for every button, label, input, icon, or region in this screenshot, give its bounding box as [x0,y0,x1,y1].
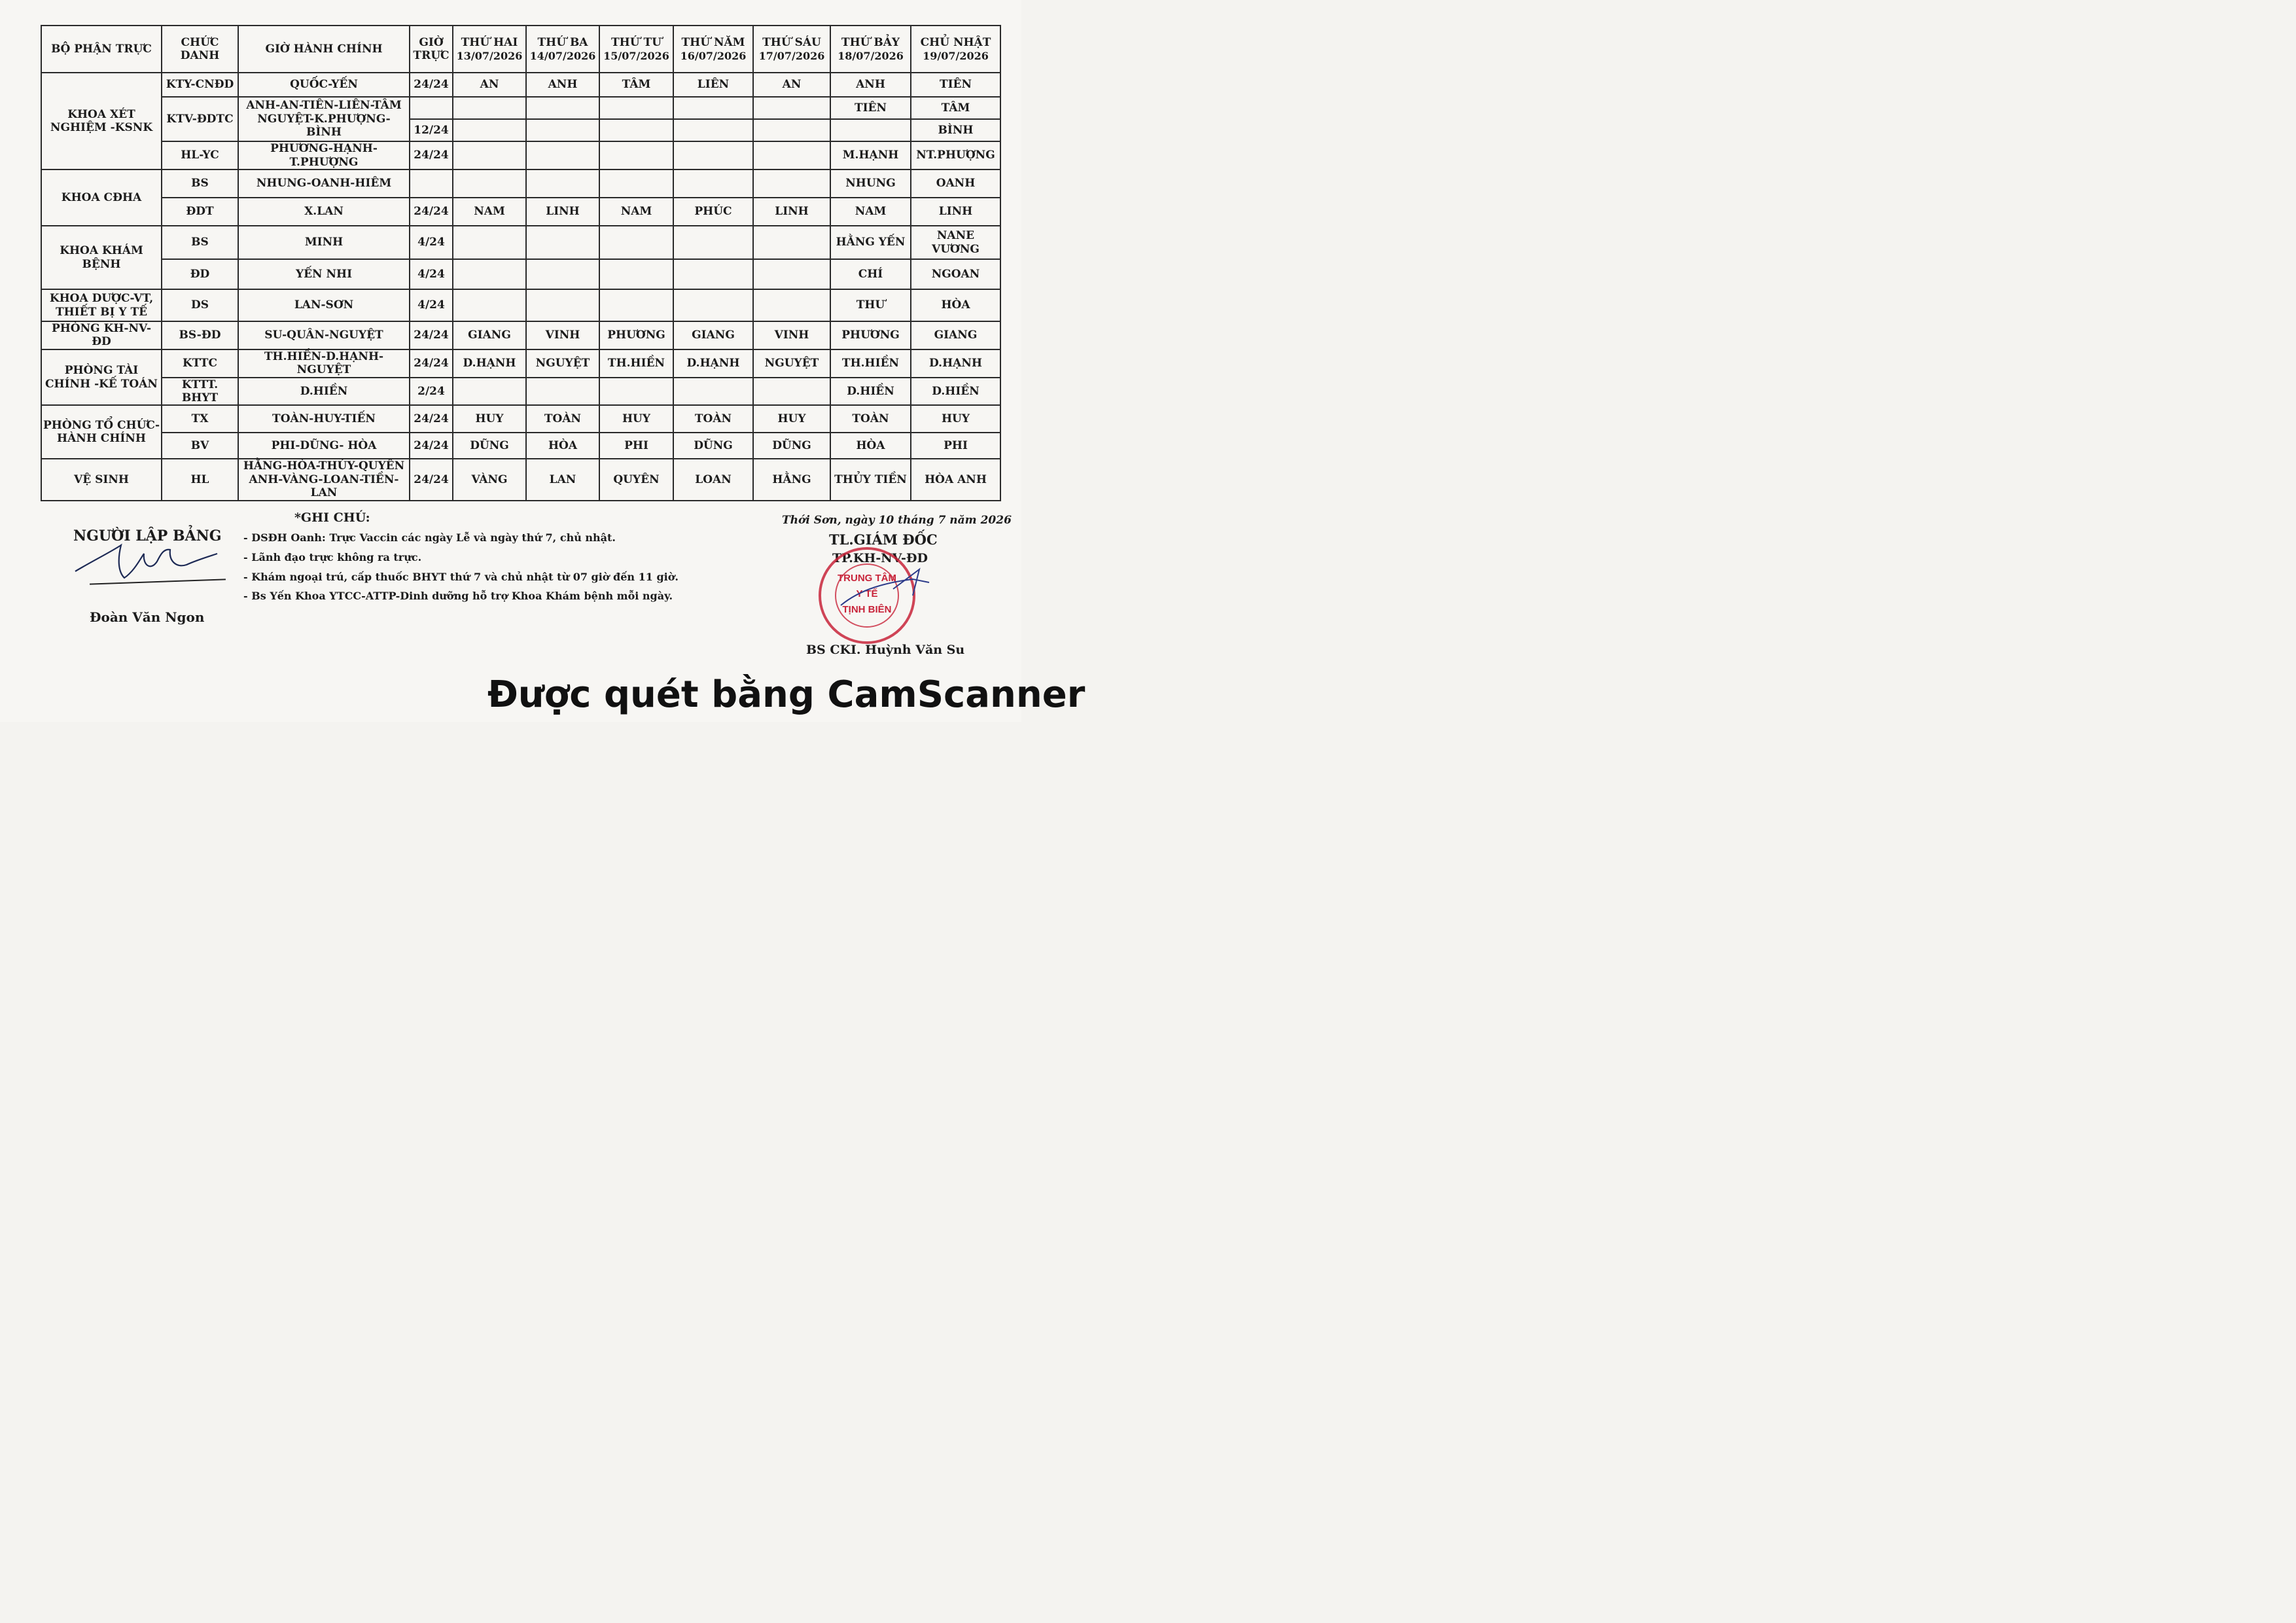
day-cell [673,259,753,289]
day-cell: NAM [830,198,911,226]
duty-hours-cell: 24/24 [410,433,453,459]
day-cell: AN [453,73,526,97]
day-cell [526,119,599,141]
department-cell: PHÒNG TỔ CHỨC-HÀNH CHÍNH [41,405,162,459]
day-cell [753,259,830,289]
day-cell: NGOAN [911,259,1000,289]
duty-hours-cell: 2/24 [410,378,453,406]
day-cell: HUY [453,405,526,433]
office-hours-cell: SU-QUÂN-NGUYỆT [238,321,410,349]
day-cell: DŨNG [673,433,753,459]
stamp-line: Y TẾ [856,588,878,599]
day-cell: THƯ [830,289,911,321]
title-cell: BS [162,169,238,198]
duty-hours-cell: 24/24 [410,198,453,226]
day-cell: VINH [526,321,599,349]
day-cell [599,259,673,289]
office-hours-cell: MINH [238,226,410,259]
day-cell [599,226,673,259]
day-cell: QUYÊN [599,459,673,500]
day-cell: TOÀN [830,405,911,433]
header-day: THỨ HAI 13/07/2026 [453,26,526,73]
day-cell: PHI [911,433,1000,459]
day-cell [673,378,753,406]
day-cell: HẰNG YẾN [830,226,911,259]
day-cell: PHI [599,433,673,459]
day-cell: TOÀN [526,405,599,433]
day-cell: D.HẠNH [911,349,1000,378]
office-hours-cell: PHƯƠNG-HẠNH-T.PHƯỢNG [238,141,410,169]
header-office-hours: GIỜ HÀNH CHÍNH [238,26,410,73]
day-cell [453,119,526,141]
day-cell: NGUYỆT [753,349,830,378]
day-cell [453,169,526,198]
day-cell [753,289,830,321]
table-row [41,73,1000,97]
day-cell: HẰNG [753,459,830,500]
office-hours-cell: QUỐC-YẾN [238,73,410,97]
creator-name: Đoàn Văn Ngon [90,609,205,625]
day-cell [526,97,599,119]
title-cell: ĐD [162,259,238,289]
table-row [41,433,1000,459]
day-cell: HUY [911,405,1000,433]
title-cell: HL-YC [162,141,238,169]
table-row [41,226,1000,259]
day-cell [453,378,526,406]
day-cell [526,289,599,321]
day-cell [526,169,599,198]
day-cell [599,169,673,198]
department-cell: PHÒNG TÀI CHÍNH -KẾ TOÁN [41,349,162,406]
title-cell: KTV-ĐDTC [162,97,238,141]
header-duty-hours: GIỜ TRỰC [410,26,453,73]
day-cell: CHÍ [830,259,911,289]
day-cell [753,378,830,406]
day-cell [599,97,673,119]
header-day: THỨ BA 14/07/2026 [526,26,599,73]
day-cell: NANE VƯƠNG [911,226,1000,259]
day-cell [673,289,753,321]
duty-hours-cell [410,169,453,198]
day-cell: M.HẠNH [830,141,911,169]
day-cell: HÒA [830,433,911,459]
header-day: CHỦ NHẬT 19/07/2026 [911,26,1000,73]
day-cell [753,226,830,259]
header-department: BỘ PHẬN TRỰC [41,26,162,73]
stamp-line: TRUNG TÂM [838,573,896,584]
day-cell: LOAN [673,459,753,500]
day-cell [453,97,526,119]
duty-hours-cell [410,97,453,119]
day-cell: TH.HIỀN [830,349,911,378]
table-row [41,289,1000,321]
day-cell: TÂM [599,73,673,97]
day-cell [453,226,526,259]
signer-name: BS CKI. Huỳnh Văn Su [806,643,965,657]
day-cell [753,97,830,119]
duty-hours-cell: 24/24 [410,321,453,349]
director-title: TL.GIÁM ĐỐC [829,531,938,548]
day-cell: HÒA [526,433,599,459]
duty-hours-cell: 24/24 [410,349,453,378]
duty-hours-cell: 24/24 [410,459,453,500]
day-cell [526,141,599,169]
day-cell [830,119,911,141]
day-cell: D.HẠNH [453,349,526,378]
department-cell: KHOA CĐHA [41,169,162,226]
office-hours-cell: YẾN NHI [238,259,410,289]
title-cell: BS [162,226,238,259]
day-cell: THỦY TIỀN [830,459,911,500]
day-cell: ANH [526,73,599,97]
office-hours-cell: HẰNG-HÒA-THÚY-QUYÊN ANH-VÀNG-LOAN-TIỀN-LAN [238,459,410,500]
day-cell [453,259,526,289]
title-cell: BS-ĐD [162,321,238,349]
table-row [41,349,1000,378]
day-cell [673,169,753,198]
day-cell [673,141,753,169]
office-hours-cell: TOÀN-HUY-TIẾN [238,405,410,433]
duty-hours-cell: 24/24 [410,73,453,97]
day-cell: GIANG [453,321,526,349]
duty-hours-cell: 4/24 [410,259,453,289]
department-cell: KHOA XÉT NGHIỆM -KSNK [41,73,162,169]
day-cell [599,378,673,406]
table-row [41,198,1000,226]
table-row [41,405,1000,433]
day-cell: GIANG [911,321,1000,349]
day-cell: HÒA ANH [911,459,1000,500]
day-cell [753,119,830,141]
header-title: CHỨC DANH [162,26,238,73]
header-day: THỨ TƯ 15/07/2026 [599,26,673,73]
director-subtitle: TP.KH-NV-ĐD [832,551,928,565]
table-row [41,141,1000,169]
office-hours-cell: D.HIỀN [238,378,410,406]
day-cell [453,141,526,169]
day-cell [673,97,753,119]
title-cell: KTTC [162,349,238,378]
day-cell: PHƯƠNG [599,321,673,349]
header-row [41,26,1000,73]
day-cell: TH.HIỀN [599,349,673,378]
day-cell [599,141,673,169]
table-row [41,169,1000,198]
day-cell: NAM [599,198,673,226]
creator-title: NGƯỜI LẬP BẢNG [73,527,222,544]
note-line: - Bs Yến Khoa YTCC-ATTP-Dinh dưỡng hỗ trợ Khoa Khám bệnh mỗi ngày. [243,590,673,602]
day-cell [753,169,830,198]
day-cell: LINH [753,198,830,226]
table-row [41,459,1000,500]
table-row [41,97,1000,119]
day-cell [526,378,599,406]
day-cell: LAN [526,459,599,500]
duty-hours-cell: 24/24 [410,405,453,433]
office-hours-cell: NHUNG-OANH-HIÊM [238,169,410,198]
day-cell: HÒA [911,289,1000,321]
day-cell: TOÀN [673,405,753,433]
department-cell: KHOA KHÁM BỆNH [41,226,162,289]
office-hours-cell: ANH-AN-TIÊN-LIÊN-TÂM NGUYỆT-K.PHƯỢNG-BÌNH [238,97,410,141]
day-cell: VINH [753,321,830,349]
header-day: THỨ BẢY 18/07/2026 [830,26,911,73]
day-cell: DŨNG [753,433,830,459]
day-cell: TÂM [911,97,1000,119]
office-hours-cell: LAN-SƠN [238,289,410,321]
scanner-watermark: Được quét bằng CamScanner [487,673,1086,716]
title-cell: DS [162,289,238,321]
stamp-line: TỊNH BIÊN [842,604,892,615]
title-cell: BV [162,433,238,459]
day-cell: AN [753,73,830,97]
duty-hours-cell: 4/24 [410,289,453,321]
title-cell: KTTT. BHYT [162,378,238,406]
duty-hours-cell: 4/24 [410,226,453,259]
day-cell: NGUYỆT [526,349,599,378]
day-cell [673,226,753,259]
title-cell: KTY-CNĐD [162,73,238,97]
day-cell: TIÊN [911,73,1000,97]
place-date: Thới Sơn, ngày 10 tháng 7 năm 2026 [782,514,1012,527]
title-cell: TX [162,405,238,433]
day-cell: D.HIỀN [830,378,911,406]
office-hours-cell: TH.HIỀN-D.HẠNH-NGUYỆT [238,349,410,378]
day-cell [599,289,673,321]
department-cell: KHOA DƯỢC-VT, THIẾT BỊ Y TẾ [41,289,162,321]
day-cell: LINH [911,198,1000,226]
title-cell: HL [162,459,238,500]
day-cell [753,141,830,169]
day-cell: PHƯƠNG [830,321,911,349]
day-cell: HUY [599,405,673,433]
title-cell: ĐDT [162,198,238,226]
office-hours-cell: X.LAN [238,198,410,226]
day-cell [453,289,526,321]
day-cell: TIÊN [830,97,911,119]
header-day: THỨ NĂM 16/07/2026 [673,26,753,73]
office-hours-cell: PHI-DŨNG- HÒA [238,433,410,459]
table-row [41,378,1000,406]
table-row [41,321,1000,349]
day-cell: GIANG [673,321,753,349]
note-line: - DSĐH Oanh: Trực Vaccin các ngày Lễ và ngày thứ 7, chủ nhật. [243,531,616,544]
department-cell: PHÒNG KH-NV-ĐD [41,321,162,349]
day-cell: ANH [830,73,911,97]
day-cell: NT.PHƯỢNG [911,141,1000,169]
duty-hours-cell: 12/24 [410,119,453,141]
day-cell: DŨNG [453,433,526,459]
note-line: - Lãnh đạo trực không ra trực. [243,551,422,563]
notes-title: *GHI CHÚ: [294,510,370,525]
table-row [41,259,1000,289]
day-cell [526,226,599,259]
day-cell: BÌNH [911,119,1000,141]
day-cell [599,119,673,141]
note-line: - Khám ngoại trú, cấp thuốc BHYT thứ 7 và chủ nhật từ 07 giờ đến 11 giờ. [243,571,679,583]
day-cell: D.HIỀN [911,378,1000,406]
day-cell: D.HẠNH [673,349,753,378]
department-cell: VỆ SINH [41,459,162,500]
day-cell: VÀNG [453,459,526,500]
day-cell: NHUNG [830,169,911,198]
duty-roster-table [41,25,1001,501]
day-cell: HUY [753,405,830,433]
day-cell [673,119,753,141]
header-day: THỨ SÁU 17/07/2026 [753,26,830,73]
day-cell: OANH [911,169,1000,198]
day-cell: LIÊN [673,73,753,97]
day-cell [526,259,599,289]
duty-hours-cell: 24/24 [410,141,453,169]
day-cell: PHÚC [673,198,753,226]
day-cell: LINH [526,198,599,226]
day-cell: NAM [453,198,526,226]
